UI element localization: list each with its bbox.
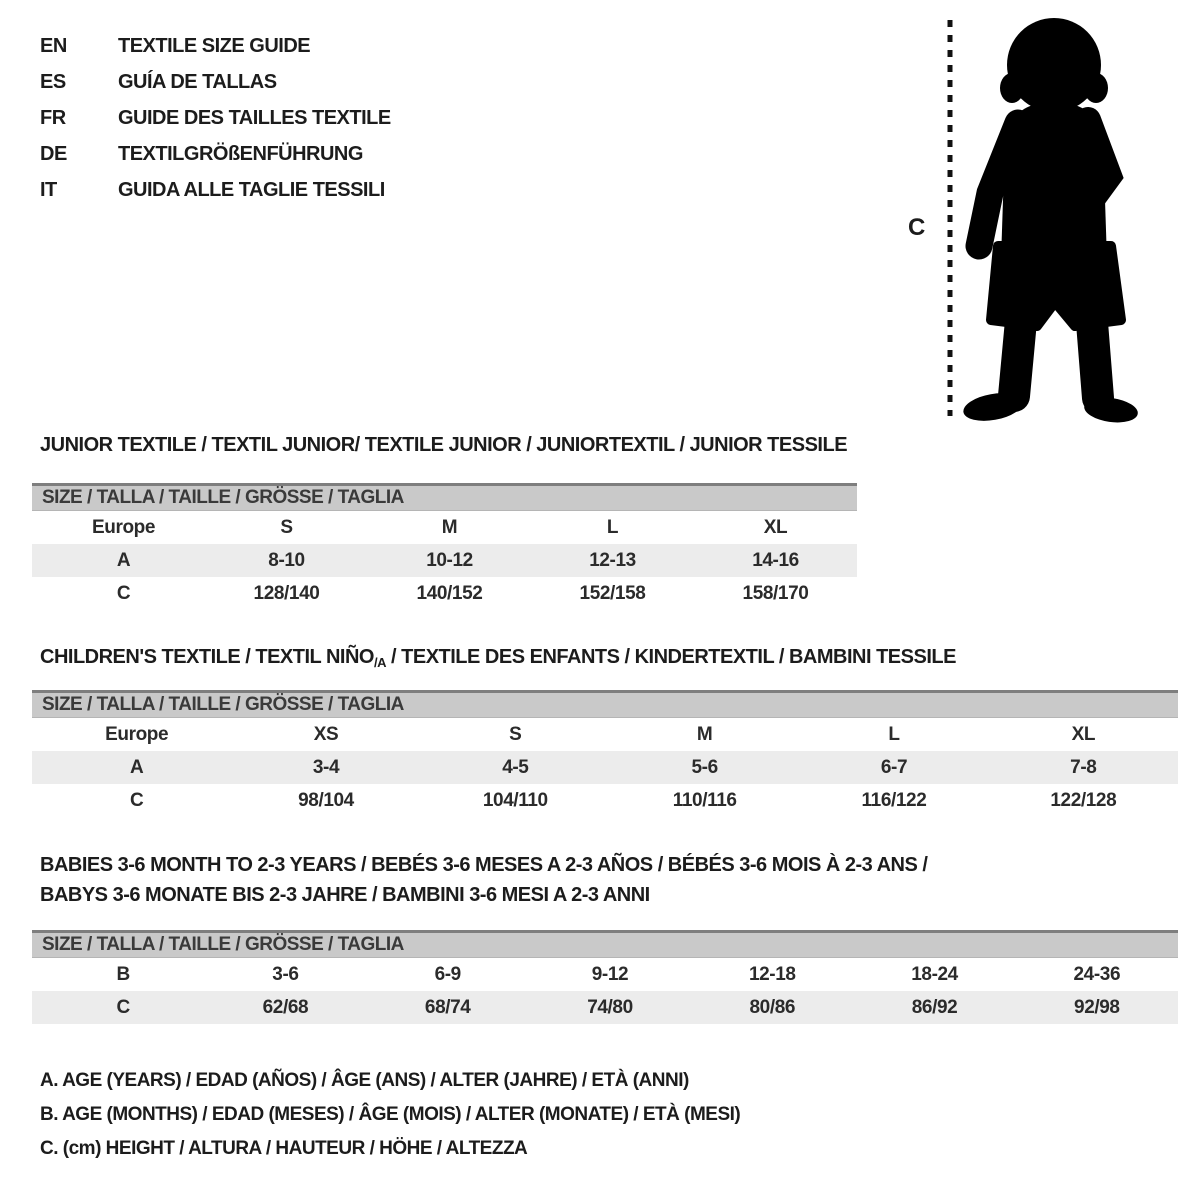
babies-section-title [40, 850, 927, 910]
height-cell: 80/86 [749, 996, 796, 1018]
lang-row-it [40, 172, 391, 208]
table-row-height [32, 784, 1178, 817]
lang-code: IT [40, 178, 57, 201]
age-cell: 9-12 [591, 963, 629, 985]
table-row-height [32, 577, 857, 610]
table-row-europe [32, 511, 857, 544]
lang-title: GUÍA DE TALLAS [118, 70, 277, 93]
babies-title-line2: BABYS 3-6 MONATE BIS 2-3 JAHRE / BAMBINI 3-6 MESI A 2-3 ANNI [40, 884, 650, 906]
height-cell: 128/140 [253, 582, 320, 604]
baby-silhouette-icon [935, 8, 1145, 428]
legend [40, 1064, 740, 1166]
size-cell: S [280, 516, 293, 538]
age-cell: 12-13 [589, 549, 636, 571]
row-label: B [116, 963, 130, 985]
height-cell: 74/80 [587, 996, 633, 1018]
height-cell: 116/122 [861, 789, 927, 811]
age-cell: 10-12 [426, 549, 473, 571]
height-cell: 140/152 [416, 582, 483, 604]
size-cell: L [606, 516, 619, 538]
height-measure-label: C [908, 214, 926, 241]
age-cell: 6-7 [880, 756, 908, 778]
row-label: A [130, 756, 144, 778]
size-cell: S [509, 723, 522, 745]
height-cell: 152/158 [579, 582, 646, 604]
lang-row-de [40, 136, 391, 172]
babies-size-table [32, 930, 1178, 1024]
table-row-height [32, 991, 1178, 1024]
junior-section-title: JUNIOR TEXTILE / TEXTIL JUNIOR/ TEXTILE JUNIOR / JUNIORTEXTIL / JUNIOR TESSILE [40, 434, 848, 456]
legend-line-a: A. AGE (YEARS) / EDAD (AÑOS) / ÂGE (ANS) / ALTER (JAHRE) / ETÀ (ANNI) [40, 1070, 689, 1091]
children-title-post: / TEXTILE DES ENFANTS / KINDERTEXTIL / BAMBINI TESSILE [385, 646, 956, 668]
lang-title: TEXTILGRÖßENFÜHRUNG [118, 142, 363, 165]
age-cell: 3-4 [312, 756, 340, 778]
age-cell: 3-6 [272, 963, 299, 985]
row-label: Europe [91, 516, 156, 538]
height-cell: 62/68 [262, 996, 309, 1018]
size-header-bar: SIZE / TALLA / TAILLE / GRÖSSE / TAGLIA [32, 483, 857, 511]
lang-row-fr [40, 100, 391, 136]
size-cell: M [696, 723, 713, 745]
size-cell: XS [313, 723, 339, 745]
legend-line-b: B. AGE (MONTHS) / EDAD (MESES) / ÂGE (MOIS) / ALTER (MONATE) / ETÀ (MESI) [40, 1104, 741, 1125]
height-cell: 68/74 [424, 996, 471, 1018]
size-cell: XL [763, 516, 788, 538]
children-size-table [32, 690, 1178, 817]
lang-code: EN [40, 34, 67, 57]
legend-line-c: C. (cm) HEIGHT / ALTURA / HAUTEUR / HÖHE / ALTEZZA [40, 1138, 528, 1159]
height-cell: 104/110 [482, 789, 548, 811]
table-row-age-months [32, 958, 1178, 991]
lang-title: GUIDE DES TAILLES TEXTILE [118, 106, 391, 129]
children-title-sub: /A [373, 655, 386, 670]
size-header-bar: SIZE / TALLA / TAILLE / GRÖSSE / TAGLIA [32, 930, 1178, 958]
age-cell: 5-6 [691, 756, 718, 778]
age-cell: 18-24 [911, 963, 958, 985]
age-cell: 24-36 [1073, 963, 1121, 985]
children-title-pre: CHILDREN'S TEXTILE / TEXTIL NIÑO [40, 646, 374, 668]
lang-row-en [40, 28, 391, 64]
row-label: C [116, 996, 130, 1018]
row-label: A [116, 549, 131, 571]
size-cell: L [888, 723, 900, 745]
size-cell: M [441, 516, 458, 538]
table-row-age [32, 544, 857, 577]
junior-size-table [32, 483, 857, 610]
age-cell: 7-8 [1070, 756, 1097, 778]
table-row-europe [32, 718, 1178, 751]
age-cell: 6-9 [434, 963, 461, 985]
lang-title: GUIDA ALLE TAGLIE TESSILI [118, 178, 385, 201]
lang-title: TEXTILE SIZE GUIDE [118, 34, 311, 57]
size-cell: XL [1071, 723, 1096, 745]
row-label: C [116, 582, 131, 604]
height-cell: 158/170 [742, 582, 809, 604]
row-label: C [130, 789, 144, 811]
lang-code: ES [40, 70, 66, 93]
table-row-age [32, 751, 1178, 784]
height-cell: 92/98 [1074, 996, 1120, 1018]
row-label: Europe [105, 723, 169, 745]
baby-silhouette-figure [935, 8, 1145, 428]
lang-row-es [40, 64, 391, 100]
height-cell: 122/128 [1050, 789, 1117, 811]
age-cell: 14-16 [752, 549, 799, 571]
babies-title-line1: BABIES 3-6 MONTH TO 2-3 YEARS / BEBÉS 3-6 MESES A 2-3 AÑOS / BÉBÉS 3-6 MOIS À 2-3 ANS / [40, 854, 928, 876]
age-cell: 8-10 [268, 549, 305, 571]
language-list [40, 28, 391, 208]
lang-code: DE [40, 142, 67, 165]
age-cell: 12-18 [748, 963, 796, 985]
age-cell: 4-5 [502, 756, 529, 778]
height-cell: 110/116 [672, 789, 737, 811]
lang-code: FR [40, 106, 66, 129]
height-cell: 86/92 [911, 996, 958, 1018]
children-section-title [40, 646, 956, 670]
height-cell: 98/104 [298, 789, 354, 811]
size-header-bar: SIZE / TALLA / TAILLE / GRÖSSE / TAGLIA [32, 690, 1178, 718]
